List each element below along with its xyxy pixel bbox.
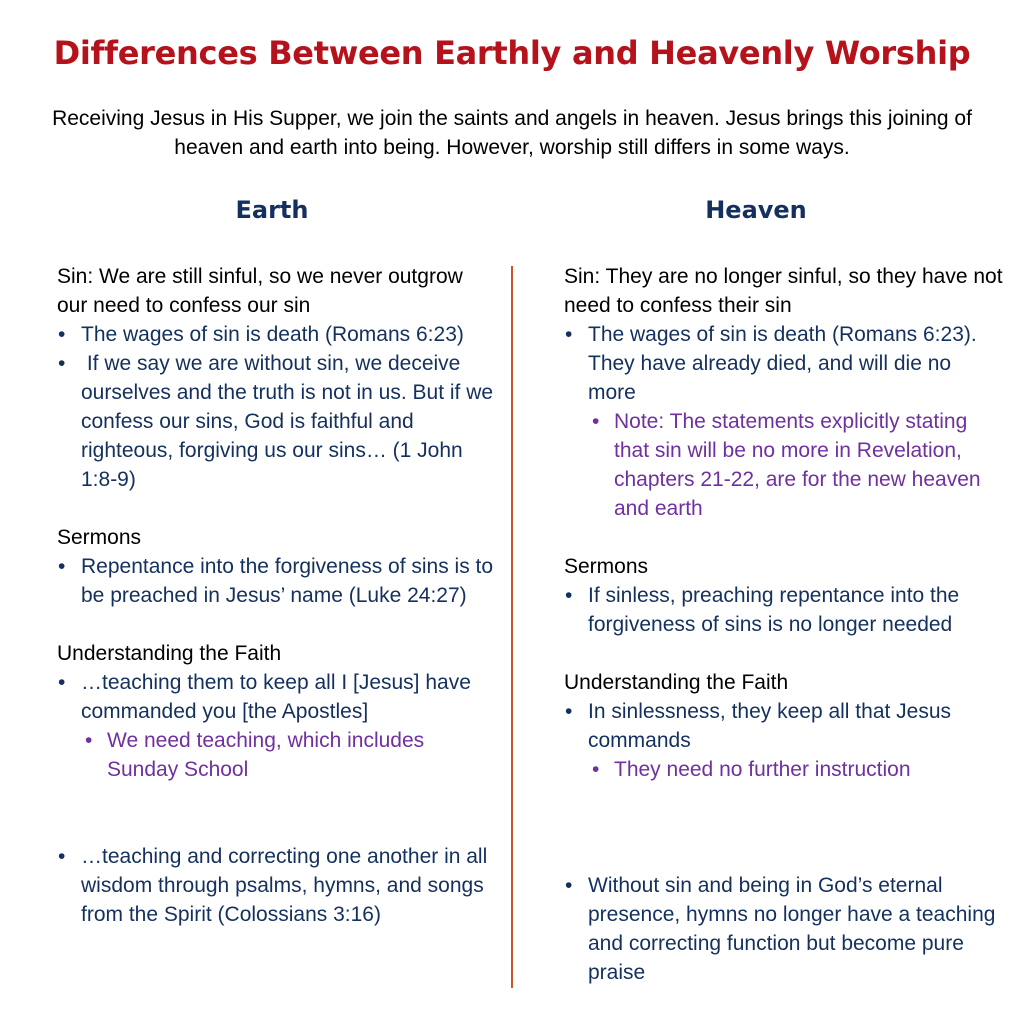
list-item-text: Without sin and being in God’s eternal presence, hymns no longer have a teaching and correcting function but become pure praise: [588, 874, 996, 984]
sub-list-item-text: They need no further instruction: [614, 758, 911, 781]
list-item: [564, 581, 1004, 639]
list-item-text: In sinlessness, they keep all that Jesus commands: [588, 700, 952, 752]
heaven-header: Heaven: [705, 196, 807, 224]
column-divider: [511, 266, 513, 988]
bullet-icon: •: [565, 584, 573, 607]
heaven-sin-heading: Sin: They are no longer sinful, so they have not need to confess their sin: [564, 265, 1003, 317]
list-item: [57, 320, 497, 349]
bullet-icon: •: [58, 555, 66, 578]
bullet-icon: •: [565, 874, 573, 897]
heaven-faith-heading: Understanding the Faith: [564, 671, 789, 694]
list-item: [57, 668, 497, 726]
list-item: [564, 320, 1004, 407]
list-item-text: The wages of sin is death (Romans 6:23): [81, 323, 464, 346]
heaven-sermons-heading: Sermons: [564, 555, 649, 578]
bullet-icon: •: [565, 700, 573, 723]
sub-list-item-text: Note: The statements explicitly stating that sin will be no more in Revelation, chapters 21-22, are for the new heaven and earth: [614, 410, 981, 520]
earth-column: [57, 262, 497, 958]
heaven-column: [564, 262, 1004, 1016]
heaven-hymns-section: [564, 871, 1004, 987]
list-item: [57, 349, 497, 494]
bullet-icon: •: [58, 352, 66, 375]
heaven-faith-section: [564, 668, 1004, 813]
page-title: Differences Between Earthly and Heavenly Worship: [53, 34, 971, 72]
earth-sin-section: [57, 262, 497, 494]
earth-sin-heading: Sin: We are still sinful, so we never outgrow our need to confess our sin: [57, 265, 463, 317]
earth-faith-section: [57, 639, 497, 784]
earth-sermons-section: [57, 523, 497, 610]
heaven-sermons-section: [564, 552, 1004, 639]
sub-list-item: [564, 755, 1004, 784]
intro-text: Receiving Jesus in His Supper, we join the saints and angels in heaven. Jesus brings this joining of heaven and earth into being. However, worship still differs in some ways.: [52, 107, 972, 159]
list-item: [57, 552, 497, 610]
earth-sermons-heading: Sermons: [57, 526, 142, 549]
bullet-icon: •: [592, 410, 600, 433]
bullet-icon: •: [58, 845, 66, 868]
earth-header: Earth: [235, 196, 309, 224]
bullet-icon: •: [85, 729, 93, 752]
list-item-text: The wages of sin is death (Romans 6:23). They have already died, and will die no more: [588, 323, 977, 404]
list-item-text: Repentance into the forgiveness of sins is to be preached in Jesus’ name (Luke 24:27): [81, 555, 494, 607]
bullet-icon: •: [565, 323, 573, 346]
heaven-sin-section: [564, 262, 1004, 523]
spacer: [564, 784, 1004, 813]
list-item: [57, 842, 497, 929]
sub-list-item: [57, 726, 497, 784]
bullet-icon: •: [592, 758, 600, 781]
sub-list-item-text: We need teaching, which includes Sunday School: [107, 729, 425, 781]
list-item: [564, 697, 1004, 755]
list-item-text: …teaching and correcting one another in all wisdom through psalms, hymns, and songs from the Spirit (Colossians 3:16): [81, 845, 488, 926]
earth-faith-heading: Understanding the Faith: [57, 642, 282, 665]
list-item-text: …teaching them to keep all I [Jesus] have commanded you [the Apostles]: [81, 671, 471, 723]
bullet-icon: •: [58, 671, 66, 694]
list-item-text: If we say we are without sin, we deceive ourselves and the truth is not in us. But if we confess our sins, God is faithful and righteous, forgiving us our sins… (1 John 1:8-9): [81, 352, 499, 491]
list-item-text: If sinless, preaching repentance into the forgiveness of sins is no longer needed: [588, 584, 960, 636]
earth-hymns-section: [57, 842, 497, 929]
list-item: [564, 871, 1004, 987]
sub-list-item: [564, 407, 1004, 523]
bullet-icon: •: [58, 323, 66, 346]
